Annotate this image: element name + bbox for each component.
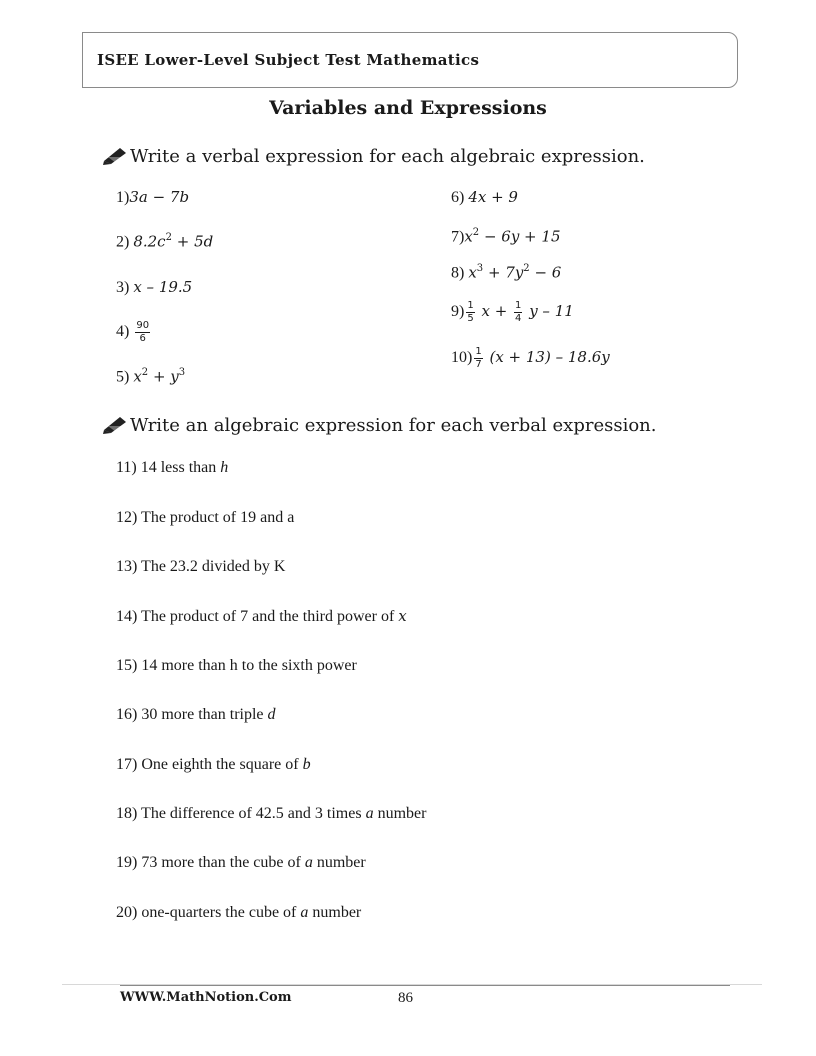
problem-number: 8): [451, 264, 469, 282]
fraction: [474, 346, 482, 371]
problem-expression: − 6y + 15: [479, 227, 561, 246]
fraction: [466, 300, 474, 325]
problem-expression: x: [468, 263, 477, 282]
section1-instruction-text: Write a verbal expression for each algebraic expression.: [130, 146, 645, 167]
item-variable: x: [398, 607, 407, 625]
problem-expression: 3a − 7b: [129, 188, 190, 206]
header-title: ISEE Lower-Level Subject Test Mathematics: [97, 51, 480, 69]
fraction-numerator: 1: [475, 346, 482, 357]
problem-2: [116, 232, 213, 251]
fraction-denominator: 4: [515, 313, 522, 324]
problem-expression: − 6: [529, 263, 562, 282]
item-text: 20) one-quarters the cube of: [116, 904, 301, 921]
problem-10: [451, 346, 610, 371]
problem-7: [451, 227, 561, 246]
verbal-item-15: [116, 657, 357, 675]
verbal-item-20: [116, 904, 361, 922]
exponent: 2: [165, 232, 172, 243]
item-tail: number: [373, 805, 427, 822]
footer-site: WWW.MathNotion.Com: [120, 990, 292, 1005]
item-text: 11) 14 less than: [116, 459, 221, 476]
item-text: 14) The product of 7 and the third power of: [116, 608, 399, 625]
fraction: [514, 300, 522, 325]
verbal-item-19: [116, 854, 366, 872]
item-variable: a: [365, 805, 374, 822]
problem-9: [451, 300, 574, 325]
verbal-item-16: [116, 706, 276, 724]
pencil-icon: [102, 145, 130, 165]
header-box: [82, 32, 738, 88]
item-variable: h: [220, 459, 229, 476]
page-title: Variables and Expressions: [269, 97, 547, 119]
section2-instruction-text: Write an algebraic expression for each verbal expression.: [130, 415, 657, 436]
item-tail: number: [312, 854, 366, 871]
verbal-item-14: [116, 607, 407, 626]
fraction-denominator: 5: [467, 313, 474, 324]
problem-5: [116, 367, 185, 386]
problem-expression: y – 11: [524, 302, 574, 321]
problem-number: 3): [116, 279, 134, 296]
item-text: 19) 73 more than the cube of: [116, 854, 305, 871]
verbal-item-18: [116, 805, 426, 823]
problem-expression: x: [464, 227, 473, 246]
problem-expression: x – 19.5: [133, 278, 193, 296]
verbal-item-13: [116, 558, 285, 576]
section1-instruction: [102, 145, 645, 167]
fraction-numerator: 1: [467, 300, 474, 311]
item-variable: b: [302, 756, 311, 773]
item-tail: number: [308, 904, 362, 921]
problem-number: 7): [451, 228, 465, 246]
problem-number: 2): [116, 233, 134, 251]
item-text: 12) The product of 19 and a: [116, 509, 295, 526]
problem-number: 6): [451, 189, 469, 206]
problem-8: [451, 263, 561, 282]
fraction-denominator: 7: [475, 359, 482, 370]
problem-1: [116, 188, 189, 207]
item-variable: d: [267, 706, 276, 723]
fraction: [135, 320, 150, 345]
problem-6: [451, 188, 518, 207]
page-number: 86: [398, 990, 413, 1006]
item-text: 13) The 23.2 divided by K: [116, 558, 286, 575]
footer-divider: [120, 985, 730, 986]
problem-expression: 4x + 9: [468, 188, 518, 206]
item-text: 17) One eighth the square of: [116, 756, 303, 773]
problem-expression: + y: [148, 367, 179, 386]
verbal-item-12: [116, 509, 294, 527]
problem-4: [116, 320, 152, 345]
verbal-item-17: [116, 756, 311, 774]
fraction-numerator: 90: [136, 320, 150, 331]
exponent: 2: [141, 367, 149, 378]
problem-number: 4): [116, 323, 134, 341]
problem-3: [116, 278, 192, 297]
exponent: 2: [523, 263, 530, 274]
item-variable: a: [304, 854, 313, 871]
problem-number: 10): [451, 349, 473, 367]
item-text: 18) The difference of 42.5 and 3 times: [116, 805, 366, 822]
section2-instruction: [102, 414, 656, 436]
pencil-icon: [102, 414, 130, 434]
item-variable: a: [300, 904, 309, 921]
problem-number: 1): [116, 189, 130, 206]
problem-number: 9): [451, 303, 465, 321]
problem-expression: (x + 13) – 18.6y: [484, 348, 610, 367]
exponent: 3: [476, 263, 484, 274]
fraction-denominator: 6: [139, 333, 146, 344]
problem-expression: + 7y: [483, 263, 524, 282]
exponent: 2: [472, 227, 480, 238]
problem-number: 5): [116, 368, 134, 386]
item-text: 16) 30 more than triple: [116, 706, 268, 723]
problem-expression: + 5d: [171, 232, 214, 251]
verbal-item-11: [116, 459, 228, 477]
item-text: 15) 14 more than h to the sixth power: [116, 657, 357, 674]
problem-expression: 8.2c: [133, 232, 166, 251]
fraction-numerator: 1: [515, 300, 522, 311]
problem-expression: x: [133, 367, 142, 386]
problem-expression: x +: [476, 302, 513, 321]
exponent: 3: [178, 367, 186, 378]
